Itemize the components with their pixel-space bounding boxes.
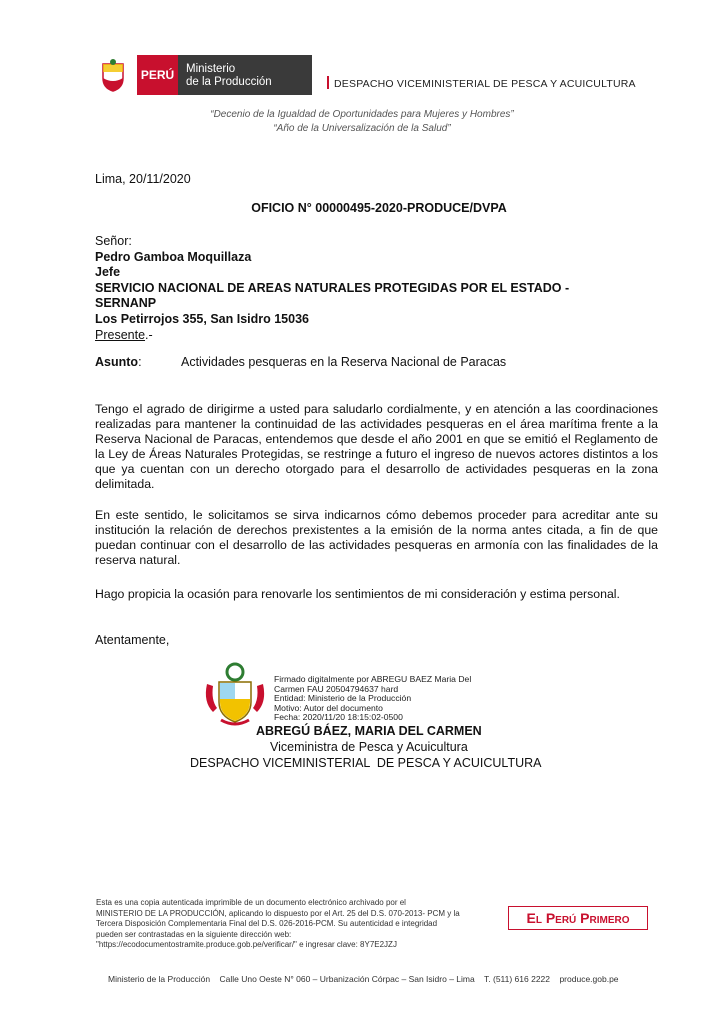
logo-ministerio-line1: Ministerio [186, 63, 236, 75]
asunto-text: Actividades pesqueras en la Reserva Nacional de Paracas [181, 355, 507, 369]
logo-peru: PERÚ [137, 55, 178, 95]
note-line2: MINISTERIO DE LA PRODUCCIÓN, aplicando lo dispuesto por el Art. 25 del D.S. 070-2013- PCM y la [96, 908, 460, 918]
recipient-block [95, 234, 569, 343]
note-line3: Tercera Disposición Complementaria Final del D.S. 026-2016-PCM. Su autenticidad e integridad [96, 919, 438, 928]
paragraph-1: Tengo el agrado de dirigirme a usted para saludarlo cordialmente, y en atención a las coordinaciones realizadas para mantener la continuidad de las actividades pesqueras en el área marítima frente a la Reserva Nacional de Paracas, entendemos que desde el año 2001 en que se emitió el Reglamento de la Ley de Áreas Naturales Protegidas, se restringe a futuro el ingreso de nuevos actores distintos a los que ya cuentan con un derecho otorgado para el desarrollo de actividades pesqueras en la zona delimitada. [95, 402, 658, 491]
header-despacho-text: DESPACHO VICEMINISTERIAL DE PESCA Y ACUICULTURA [334, 78, 636, 90]
footer-address: Ministerio de la Producción Calle Uno Oeste N° 060 – Urbanización Córpac – San Isidro – Lima T. (511) 616 2222 produce.gob.pe [108, 974, 619, 984]
paragraph-2: En este sentido, le solicitamos se sirva indicarnos cómo debemos proceder para acreditar ante su institución la relación de derechos prexistentes a la emisión de la norma antes citada, a fin de que puedan continuar con el desarrollo de las actividades pesqueras en armonía con las finalidades de la reserva natural. [95, 508, 658, 567]
asunto-colon: : [138, 355, 142, 369]
decenio-banner [0, 108, 724, 136]
digital-line4: Motivo: Autor del documento [274, 702, 383, 713]
note-line4: pueden ser contrastadas en la siguiente dirección web: [96, 929, 292, 939]
recipient-org-line2: SERNANP [95, 296, 157, 311]
oficio-number: OFICIO N° 00000495-2020-PRODUCE/DVPA [251, 201, 507, 215]
presente [95, 328, 569, 344]
logo-ministerio [178, 55, 312, 95]
recipient-title: Jefe [95, 265, 121, 280]
decenio-line1: “Decenio de la Igualdad de Oportunidades para Mujeres y Hombres” [210, 109, 514, 120]
presente-suffix: .- [145, 327, 153, 342]
signer-office: DESPACHO VICEMINISTERIAL DE PESCA Y ACUICULTURA [190, 756, 542, 770]
digital-line2: Carmen FAU 20504794637 hard [274, 683, 399, 694]
digital-signature-stamp [274, 675, 471, 723]
header-despacho [327, 76, 636, 90]
logo-ministerio-line2: de la Producción [186, 76, 272, 88]
presente-word: Presente [95, 327, 146, 342]
asunto-row [95, 355, 142, 369]
note-line1: Esta es una copia autenticada imprimible de un documento electrónico archivado por el [96, 898, 406, 907]
recipient-address: Los Petirrojos 355, San Isidro 15036 [95, 311, 309, 326]
closing: Atentamente, [95, 633, 170, 647]
authenticity-note [96, 898, 496, 951]
note-line5: "https://ecodocumentostramite.produce.gob.pe/verificar/" e ingresar clave: 8Y7E2JZJ [96, 940, 397, 949]
decenio-line2: “Año de la Universalización de la Salud” [273, 123, 451, 134]
digital-line5: Fecha: 2020/11/20 18:15:02-0500 [274, 712, 403, 722]
paragraph-3: Hago propicia la ocasión para renovarle los sentimientos de mi consideración y estima personal. [95, 587, 620, 601]
salutation: Señor: [95, 234, 132, 248]
national-emblem-icon [203, 662, 267, 728]
signer-role: Viceministra de Pesca y Acuicultura [270, 740, 468, 754]
red-bar-divider [327, 76, 329, 89]
peru-coat-of-arms-icon [100, 58, 126, 92]
recipient-name: Pedro Gamboa Moquillaza [95, 249, 252, 264]
digital-line1: Firmado digitalmente por ABREGU BAEZ Maria Del [274, 674, 472, 684]
signer-name: ABREGÚ BÁEZ, MARIA DEL CARMEN [256, 724, 482, 738]
peru-primero-logo: El Perú Primero [508, 906, 648, 930]
recipient-org-line1: SERVICIO NACIONAL DE AREAS NATURALES PROTEGIDAS POR EL ESTADO - [95, 280, 570, 295]
digital-line3: Entidad: Ministerio de la Producción [274, 693, 412, 703]
asunto-label: Asunto [95, 355, 139, 369]
letter-date: Lima, 20/11/2020 [95, 172, 191, 186]
